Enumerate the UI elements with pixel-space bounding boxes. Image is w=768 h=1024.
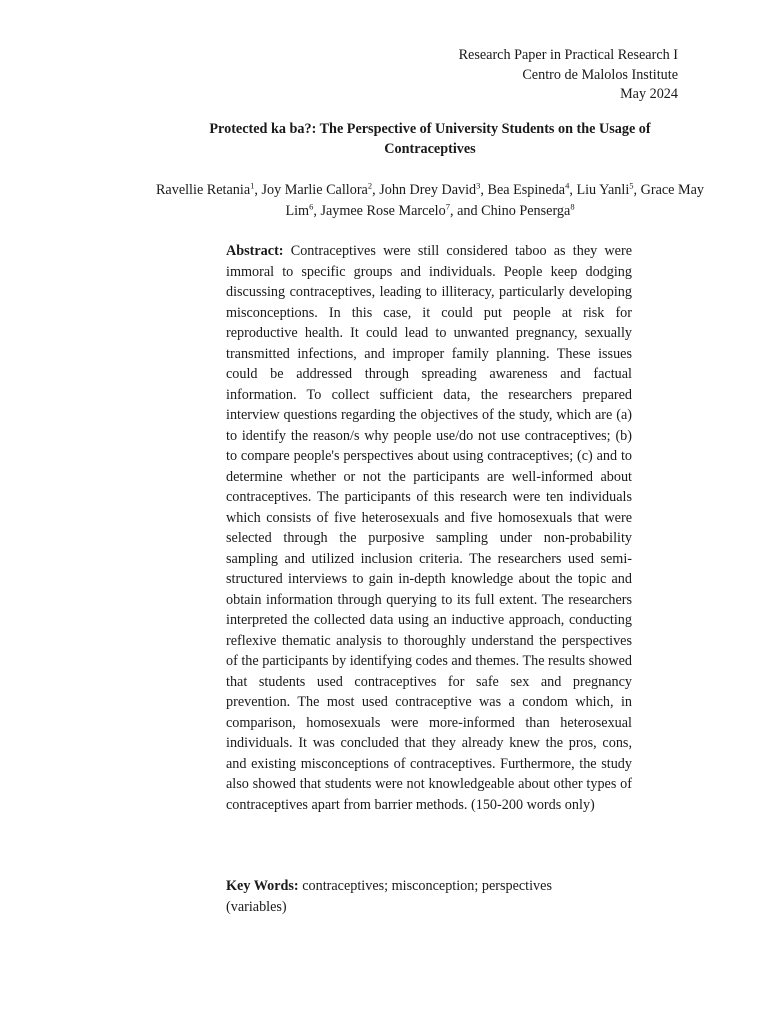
header-institution: Centro de Malolos Institute — [522, 66, 678, 83]
abstract-body: Contraceptives were still considered taboo as they were immoral to specific groups and individuals. People keep dodging discussing contraceptives, leading to illiteracy, particularly developing misconceptions. In this case, it could put people at risk for reproductive health. It could lead to unwanted pregnancy, sexually transmitted infections, and improper family planning. These issues could be addressed through spreading awareness and factual information. To collect sufficient data, the researchers prepared interview questions regarding the objectives of the study, which are (a) to identify the reason/s why people use/do not use contraceptives; (b) to compare people's perspectives about using contraceptives; (c) and to determine whether or not the participants are well-informed about contraceptives. The participants of this research were ten individuals which consists of five heterosexuals and five homosexuals that were selected through the purposive sampling under non-probability sampling and utilized inclusion criteria. The researchers used semi-structured interviews to gain in-depth knowledge about the topic and obtain information through querying to its full extent. The researchers interpreted the collected data using an inductive approach, conducting reflexive thematic analysis to thoroughly understand the perspectives of the participants by identifying codes and themes. The results showed that students used contraceptives for safe sex and pregnancy prevention. The most used contraceptive was a condom which, in comparison, homosexuals were more-informed than heterosexual individuals. It was concluded that they already knew the pros, cons, and existing misconceptions of contraceptives. Furthermore, the study also showed that students were not knowledgeable about other types of contraceptives apart from barrier methods. (150-200 words only) — [226, 243, 633, 813]
header-course: Research Paper in Practical Research I — [458, 47, 678, 63]
author-affiliation-number: 4 — [565, 180, 570, 191]
author-affiliation-number: 6 — [309, 201, 314, 212]
author-separator: , — [569, 182, 577, 198]
author-affiliation-number: 5 — [629, 180, 634, 191]
author-name: Bea Espineda — [487, 182, 566, 198]
keywords-section — [226, 876, 632, 917]
paper-title — [160, 119, 700, 159]
title-line-1: Protected ka ba?: The Perspective of University Students on the Usage of — [209, 121, 651, 137]
abstract-paragraph — [226, 241, 632, 815]
author-affiliation-number: 7 — [445, 201, 450, 212]
author-name: Jaymee Rose Marcelo — [320, 203, 446, 219]
author-list — [150, 180, 710, 222]
title-line-2: Contraceptives — [384, 141, 476, 157]
author-affiliation-number: 1 — [250, 180, 255, 191]
author-separator: , — [313, 203, 321, 219]
paper-header — [459, 46, 678, 105]
author-name: Grace May Lim — [285, 182, 705, 219]
keywords-list: contraceptives; misconception; perspectives — [302, 878, 552, 894]
author-separator: , — [372, 182, 380, 198]
author-separator: , — [480, 182, 488, 198]
author-affiliation-number: 2 — [367, 180, 373, 191]
keywords-label: Key Words: — [226, 878, 299, 894]
author-separator: , — [254, 182, 262, 198]
author-name: John Drey David — [379, 182, 477, 198]
author-name: Ravellie Retania — [155, 182, 251, 198]
abstract-label: Abstract: — [226, 243, 284, 259]
author-name: Chino Penserga — [481, 203, 571, 219]
author-affiliation-number: 3 — [476, 180, 481, 191]
author-separator: , and — [449, 203, 482, 219]
author-name: Liu Yanli — [576, 182, 630, 198]
keywords-note: (variables) — [226, 898, 287, 915]
author-name: Joy Marlie Callora — [261, 182, 368, 198]
author-separator: , — [633, 182, 641, 198]
header-date: May 2024 — [620, 86, 678, 102]
author-affiliation-number: 8 — [570, 201, 575, 212]
